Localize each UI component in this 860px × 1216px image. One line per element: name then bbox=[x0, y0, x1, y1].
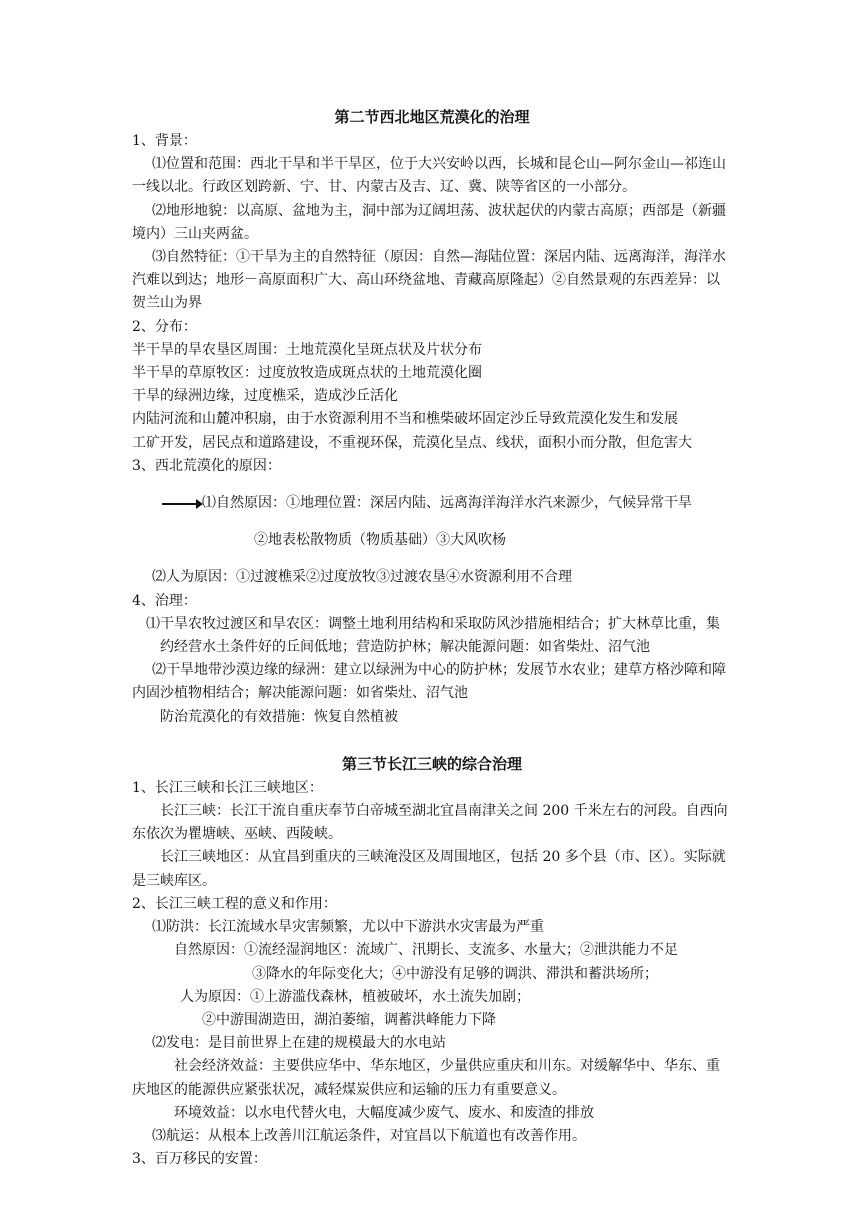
governance-effective-measure: 防治荒漠化的有效措施：恢复自然植被 bbox=[160, 708, 398, 725]
arrow-icon bbox=[162, 503, 200, 505]
heading-causes: 3、西北荒漠化的原因： bbox=[132, 457, 281, 474]
distribution-item: 内陆河流和山麓冲积扇，由于水资源利用不当和樵柴破坏固定沙丘导致荒漠化发生和发展 bbox=[132, 411, 678, 428]
cause-natural bbox=[132, 492, 732, 515]
navigation: ⑶航运：从根本上改善川江航运条件，对宜昌以下航道也有改善作用。 bbox=[152, 1127, 586, 1144]
distribution-item: 干旱的绿洲边缘，过度樵采，造成沙丘活化 bbox=[132, 388, 398, 405]
section-title-desertification: 第二节西北地区荒漠化的治理 bbox=[334, 108, 530, 126]
environmental-benefit: 环境效益：以水电代替火电，大幅度减少废气、废水、和废渣的排放 bbox=[174, 1104, 594, 1121]
heading-governance: 4、治理： bbox=[132, 592, 197, 609]
governance-item: ⑴干旱农牧过渡区和旱农区：调整土地利用结构和采取防风沙措施相结合；扩大林草比重，集约经营水土条件好的丘间低地；营造防护林；解决能源问题：如省柴灶、沼气池 bbox=[146, 615, 720, 656]
cause-natural-continued: ②地表松散物质（物质基础）③大风吹杨 bbox=[254, 532, 506, 549]
paragraph-three-gorges: 长江三峡：长江干流自重庆奉节白帝城至湖北宜昌南津关之间 200 千米左右的河段。自西向东依次为瞿塘峡、巫峡、西陵峡。 bbox=[132, 803, 728, 843]
document-body bbox=[132, 104, 732, 1171]
cause-human: ⑵人为原因：①过渡樵采②过度放牧③过渡农垦④水资源利用不合理 bbox=[152, 569, 572, 586]
section-title-three-gorges: 第三节长江三峡的综合治理 bbox=[341, 754, 522, 773]
heading-resettlement: 3、百万移民的安置： bbox=[132, 1151, 267, 1168]
paragraph-three-gorges-area: 长江三峡地区：从宜昌到重庆的三峡淹没区及周围地区，包括 20 多个县（市、区）。实际就是三峡库区。 bbox=[132, 849, 726, 889]
paragraph-terrain: ⑵地形地貌：以高原、盆地为主，洞中部为辽阔坦荡、波状起伏的内蒙古高原；西部是（新疆境内）三山夹两盆。 bbox=[132, 202, 726, 242]
paragraph-location-range: ⑴位置和范围：西北干旱和半干旱区，位于大兴安岭以西，长城和昆仑山—阿尔金山—祁连山一线以北。行政区划跨新、宁、甘、内蒙古及吉、辽、冀、陕等省区的一小部分。 bbox=[132, 156, 726, 196]
power-generation: ⑵发电：是目前世界上在建的规模最大的水电站 bbox=[152, 1035, 446, 1052]
flood-natural-causes-continued: ③降水的年际变化大；④中游没有足够的调洪、滞洪和蓄洪场所； bbox=[252, 965, 658, 982]
distribution-item: 半干旱的旱农垦区周围：土地荒漠化呈斑点状及片状分布 bbox=[132, 341, 482, 358]
socio-economic-benefit: 社会经济效益：主要供应华中、华东地区，少量供应重庆和川东。对缓解华中、华东、重庆地区的能源供应紧张状况，减轻煤炭供应和运输的压力有重要意义。 bbox=[132, 1058, 720, 1098]
flood-human-causes: 人为原因：①上游滥伐森林，植被破坏，水土流失加剧； bbox=[180, 988, 530, 1005]
flood-control: ⑴防洪：长江流域水旱灾害频繁，尤以中下游洪水灾害最为严重 bbox=[152, 919, 544, 936]
distribution-item: 工矿开发，居民点和道路建设，不重视环保，荒漠化呈点、线状，面积小而分散，但危害大 bbox=[132, 434, 692, 451]
heading-background: 1、背景： bbox=[132, 133, 197, 149]
distribution-item: 半干旱的草原牧区：过度放牧造成斑点状的土地荒漠化圈 bbox=[132, 365, 482, 382]
paragraph-natural-features: ⑶自然特征：①干旱为主的自然特征（原因：自然—海陆位置：深居内陆、远离海洋，海洋水汽难以到达；地形－高原面积广大、高山环绕盆地、青藏高原隆起）②自然景观的东西差异：以贺兰山为界 bbox=[132, 249, 726, 312]
cause-natural-text: ⑴自然原因：①地理位置：深居内陆、远离海洋海洋水汽来源少，气候异常干旱 bbox=[202, 495, 692, 512]
heading-distribution: 2、分布： bbox=[132, 318, 197, 335]
governance-item: ⑵干旱地带沙漠边缘的绿洲：建立以绿洲为中心的防护林；发展节水农业；建草方格沙障和障内固沙植物相结合；解决能源问题：如省柴灶、沼气池 bbox=[132, 662, 726, 702]
heading-project-significance: 2、长江三峡工程的意义和作用： bbox=[132, 895, 337, 912]
flood-natural-causes: 自然原因：①流经湿润地区：流域广、汛期长、支流多、水量大；②泄洪能力不足 bbox=[174, 942, 678, 959]
flood-human-causes-continued: ②中游围湖造田，湖泊萎缩，调蓄洪峰能力下降 bbox=[202, 1011, 496, 1028]
heading-three-gorges-area: 1、长江三峡和长江三峡地区： bbox=[132, 779, 323, 796]
